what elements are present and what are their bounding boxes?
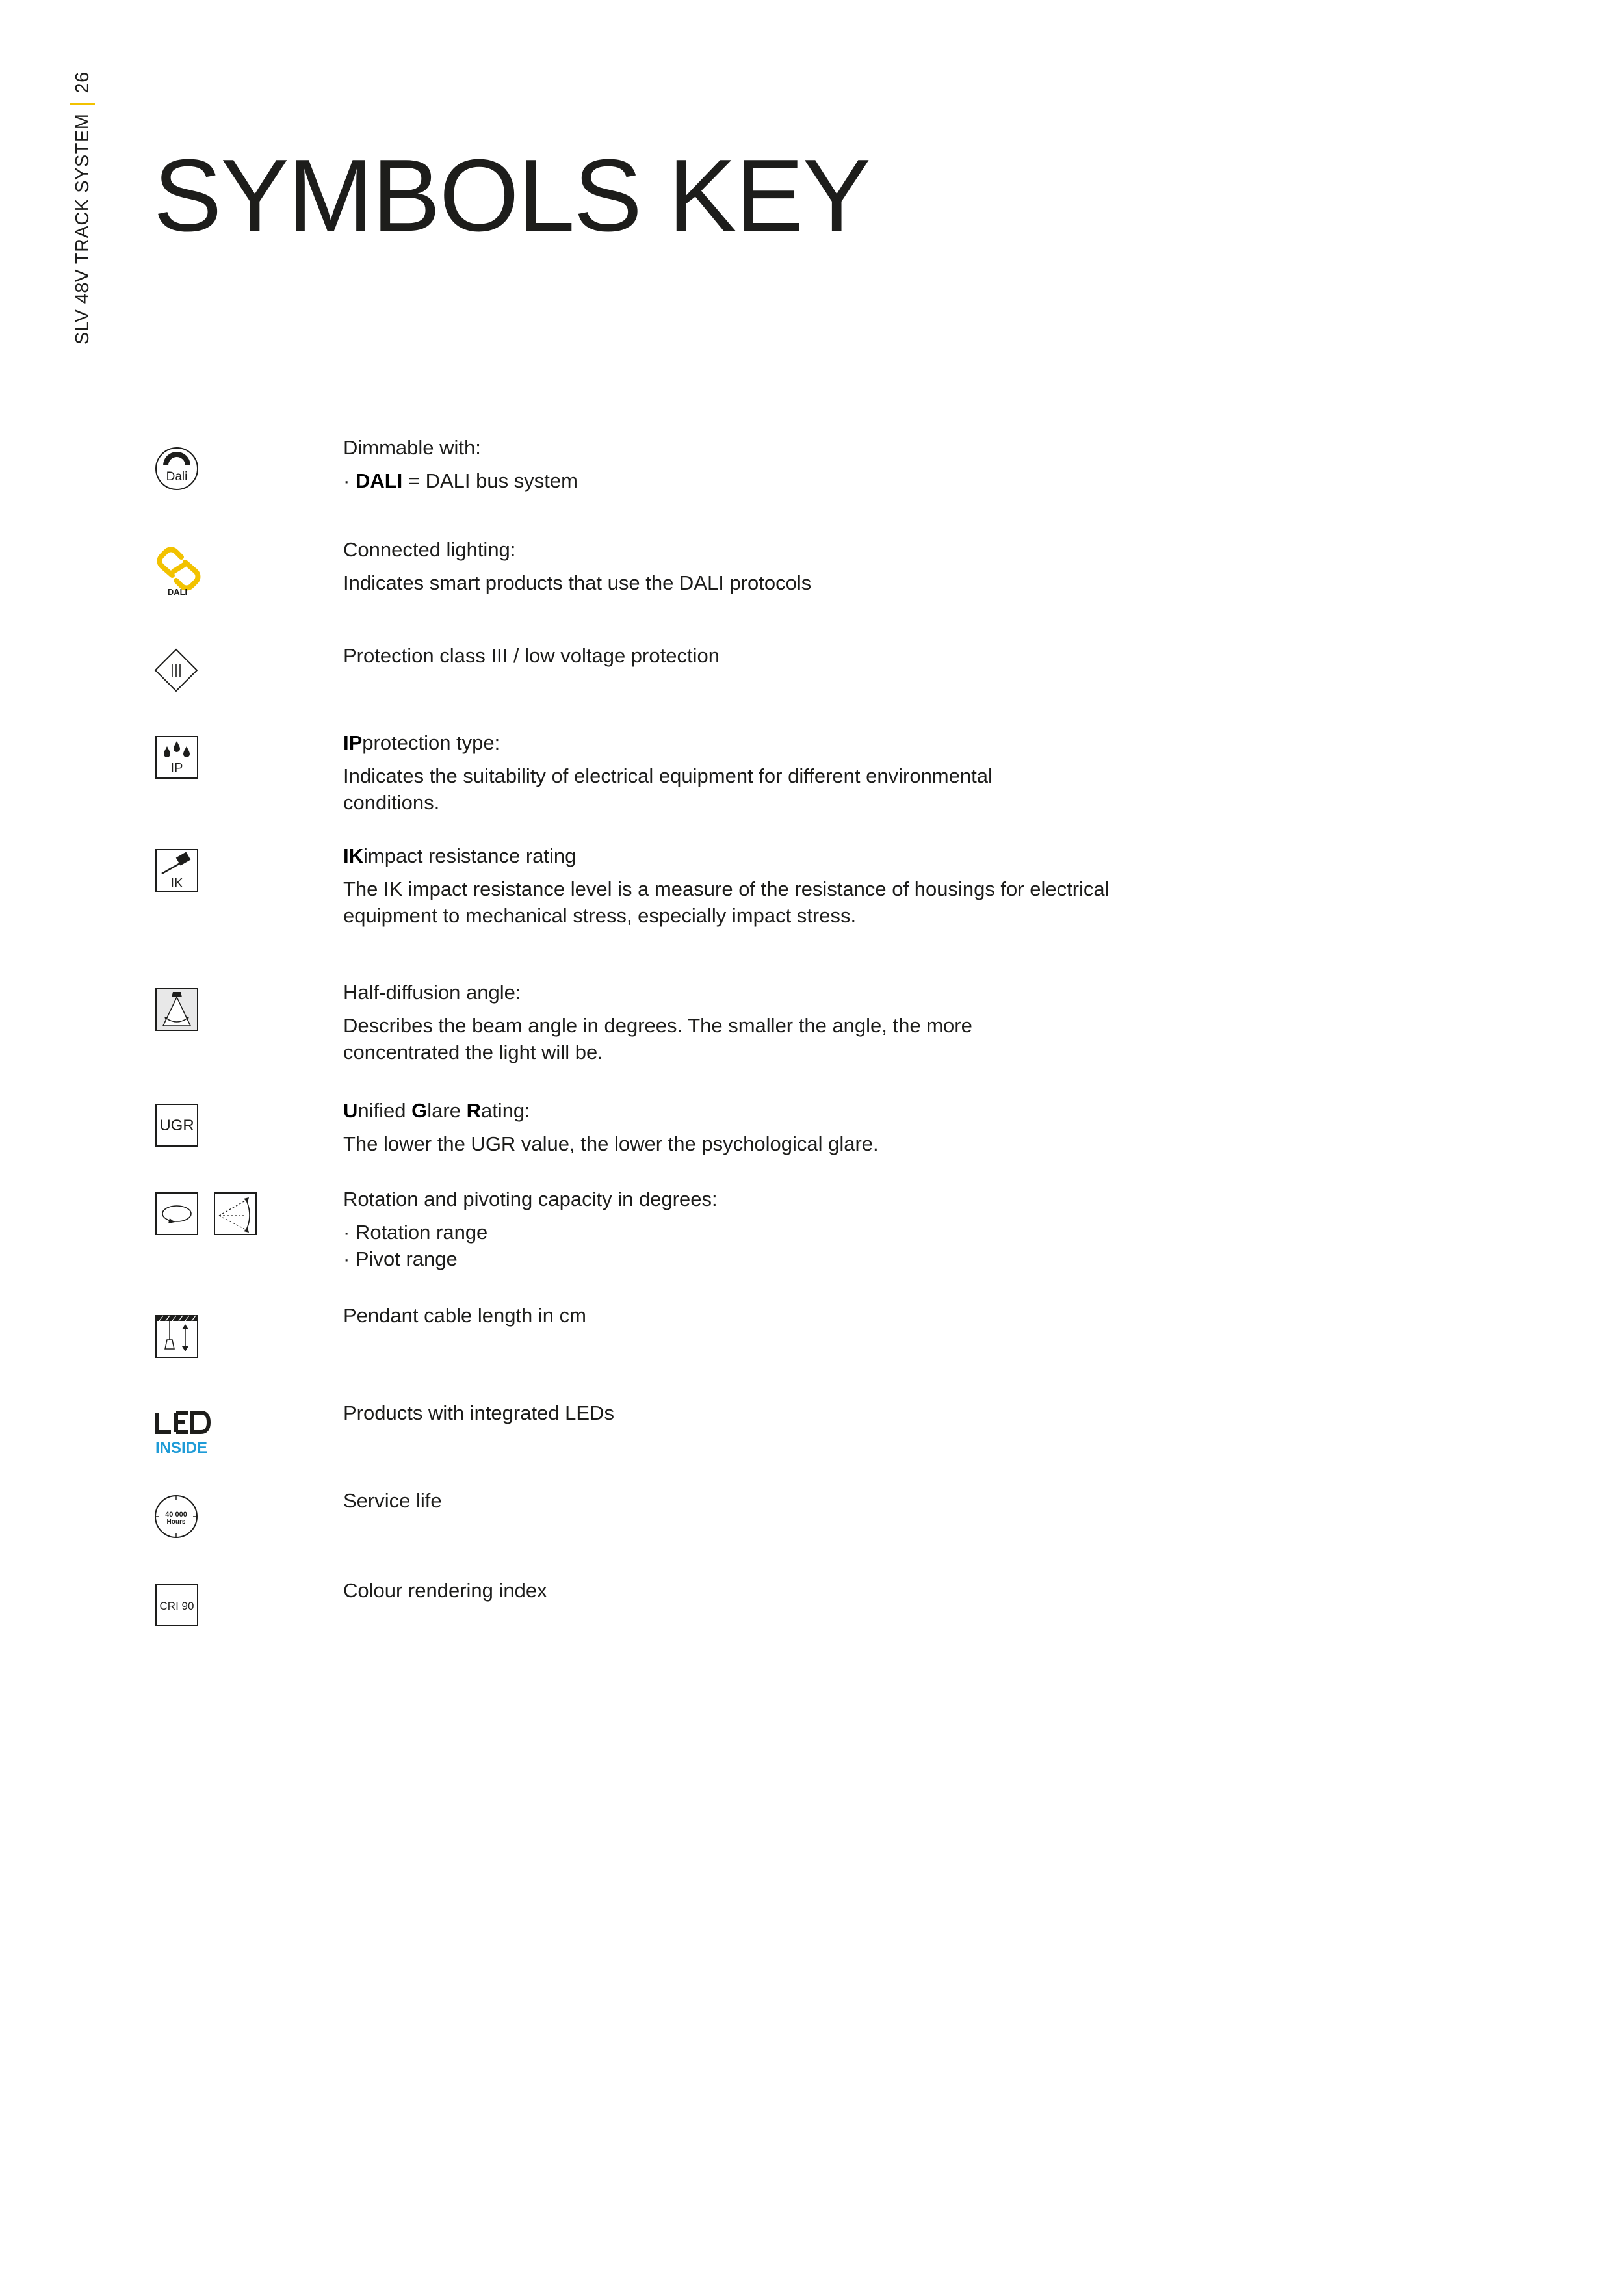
- service-life-hours-unit: Hours: [166, 1519, 186, 1526]
- symbol-line: · Pivot range: [343, 1247, 458, 1270]
- symbol-description: [343, 1302, 1188, 1335]
- symbol-heading: Unified Glare Rating:: [343, 1099, 530, 1122]
- cri-icon: [155, 1584, 198, 1626]
- symbol-description: [343, 434, 1188, 494]
- symbol-heading: IKimpact resistance rating: [343, 844, 577, 867]
- symbol-heading: Half-diffusion angle:: [343, 981, 521, 1004]
- symbol-description: [343, 1186, 1188, 1272]
- symbol-line: The IK impact resistance level is a measure of the resistance of housings for electrical: [343, 878, 1110, 900]
- symbol-description: [343, 536, 1188, 596]
- symbol-line: concentrated the light will be.: [343, 1041, 603, 1063]
- led-inside-label: INSIDE: [155, 1439, 208, 1457]
- led-inside-icon: [154, 1410, 213, 1457]
- service-life-hours-value: 40 000: [165, 1511, 187, 1519]
- section-header: [70, 72, 95, 345]
- ik-icon-label: IK: [170, 876, 183, 891]
- symbol-description: [343, 979, 1188, 1065]
- connected-icon-label: DALI: [167, 587, 188, 597]
- symbol-line: equipment to mechanical stress, especially impact stress.: [343, 904, 857, 927]
- symbol-line: Indicates the suitability of electrical equipment for different environmental: [343, 764, 993, 787]
- dali-dimmable-icon: [154, 446, 200, 491]
- symbol-description: [343, 1097, 1188, 1157]
- pivot-range-icon: [214, 1192, 257, 1235]
- symbol-line: conditions.: [343, 791, 440, 814]
- page-number: 26: [71, 72, 93, 94]
- section-title: SLV 48V TRACK SYSTEM: [71, 113, 93, 345]
- rotation-range-icon: [155, 1192, 198, 1235]
- ip-icon-label: IP: [170, 761, 183, 776]
- ik-impact-icon: [155, 849, 198, 892]
- symbol-description: [343, 842, 1188, 929]
- half-diffusion-angle-icon: [155, 988, 198, 1031]
- symbol-line: · Rotation range: [343, 1221, 488, 1244]
- header-separator: [70, 103, 95, 105]
- symbol-heading: Rotation and pivoting capacity in degrees:: [343, 1188, 718, 1210]
- dali-icon-label: Dali: [166, 470, 188, 484]
- symbol-heading: Colour rendering index: [343, 1579, 547, 1602]
- pendant-cable-icon: [155, 1315, 198, 1358]
- symbol-description: [343, 1487, 1188, 1520]
- symbol-heading: IPprotection type:: [343, 731, 500, 754]
- symbol-description: [343, 729, 1188, 816]
- ip-protection-icon: [155, 736, 198, 779]
- symbol-description: [343, 1577, 1188, 1610]
- cri-icon-label: CRI 90: [159, 1600, 194, 1612]
- symbol-line: Describes the beam angle in degrees. The smaller the angle, the more: [343, 1014, 972, 1037]
- symbol-description: [343, 642, 1188, 675]
- page-title: SYMBOLS KEY: [153, 138, 870, 253]
- symbol-line: The lower the UGR value, the lower the psychological glare.: [343, 1132, 879, 1155]
- connected-lighting-icon: [153, 543, 205, 597]
- protection-class-3-icon: [153, 647, 199, 693]
- symbol-heading: Connected lighting:: [343, 538, 516, 561]
- symbol-bullet: · DALI = DALI bus system: [343, 469, 578, 492]
- symbol-heading: Service life: [343, 1489, 442, 1512]
- symbol-description: [343, 1400, 1188, 1433]
- symbol-heading: Products with integrated LEDs: [343, 1402, 614, 1424]
- symbol-line: Indicates smart products that use the DALI protocols: [343, 571, 812, 594]
- ugr-icon-label: UGR: [159, 1117, 194, 1134]
- ugr-icon: [155, 1104, 198, 1147]
- symbol-heading: Dimmable with:: [343, 436, 481, 459]
- service-life-icon: [153, 1494, 199, 1539]
- symbol-heading: Pendant cable length in cm: [343, 1304, 586, 1327]
- symbol-heading: Protection class III / low voltage protection: [343, 644, 720, 667]
